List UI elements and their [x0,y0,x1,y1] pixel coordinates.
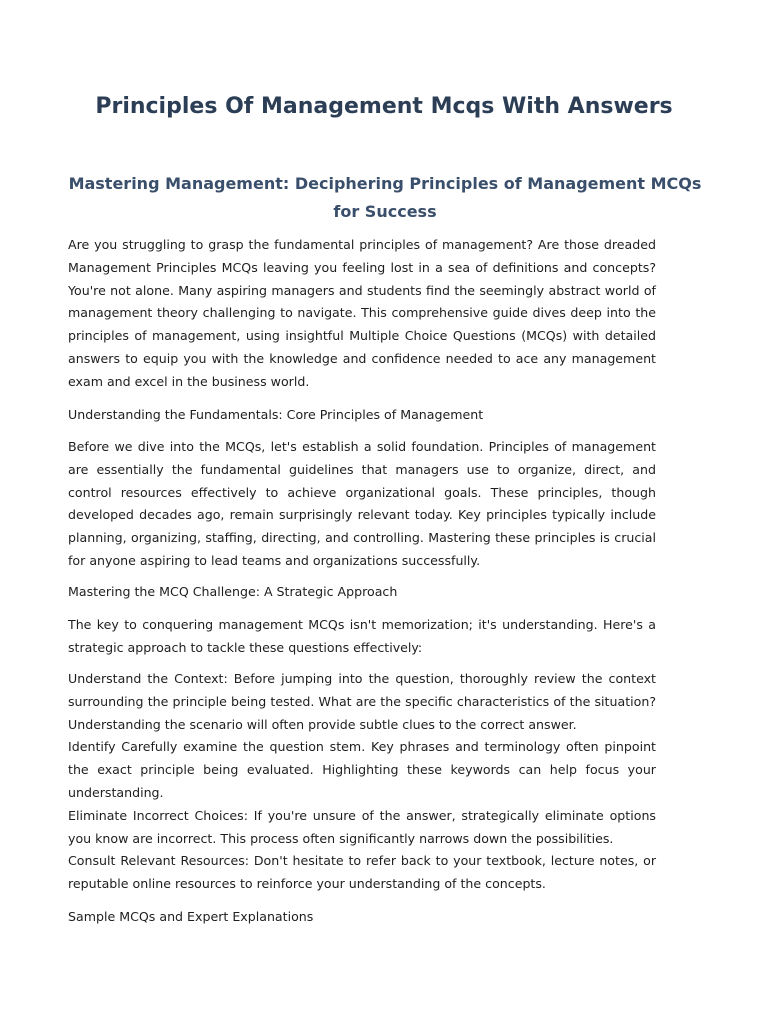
page-title: Principles Of Management Mcqs With Answers [95,94,673,119]
strategy-step: Identify Carefully examine the question stem. Key phrases and terminology often pinpoint the exact principle being evaluated. Highlighting these keywords can help focus your understanding. [68,739,656,800]
fundamentals-paragraph: Before we dive into the MCQs, let's establish a solid foundation. Principles of management are essentially the fundamental guidelines that managers use to organize, direct, and control resources effectively to achieve organizational goals. These principles, though developed decades ago, remain surprisingly relevant today. Key principles typically include planning, organizing, staffing, directing, and controlling. Mastering these principles is crucial for anyone aspiring to lead teams and organizations successfully. [68,439,656,568]
section-heading-mcq-challenge: Mastering the MCQ Challenge: A Strategic Approach [68,584,398,599]
section-heading-fundamentals: Understanding the Fundamentals: Core Principles of Management [68,407,484,422]
article-subtitle: Mastering Management: Deciphering Principles of Management MCQs for Success [68,174,702,221]
intro-paragraph: Are you struggling to grasp the fundamental principles of management? Are those dreaded Management Principles MCQs leaving you feeling lost in a sea of definitions and concepts? You're not alone. Many aspiring managers and students find the seemingly abstract world of management theory challenging to navigate. This comprehensive guide dives deep into the principles of management, using insightful Multiple Choice Questions (MCQs) with detailed answers to equip you with the knowledge and confidence needed to ace any management exam and excel in the business world. [68,237,656,389]
mcq-challenge-paragraph: The key to conquering management MCQs isn't memorization; it's understanding. Here's a strategic approach to tackle these questions effectively: [68,617,656,655]
strategy-step: Understand the Context: Before jumping into the question, thoroughly review the context surrounding the principle being tested. What are the specific characteristics of the situation? Understanding the scenario will often provide subtle clues to the correct answer. [68,671,656,732]
strategy-step: Consult Relevant Resources: Don't hesitate to refer back to your textbook, lecture notes, or reputable online resources to reinforce your understanding of the concepts. [68,853,656,892]
section-heading-sample-mcqs: Sample MCQs and Expert Explanations [68,909,314,924]
strategy-steps-list [68,668,656,896]
strategy-step: Eliminate Incorrect Choices: If you're unsure of the answer, strategically eliminate options you know are incorrect. This process often significantly narrows down the possibilities. [68,807,656,846]
